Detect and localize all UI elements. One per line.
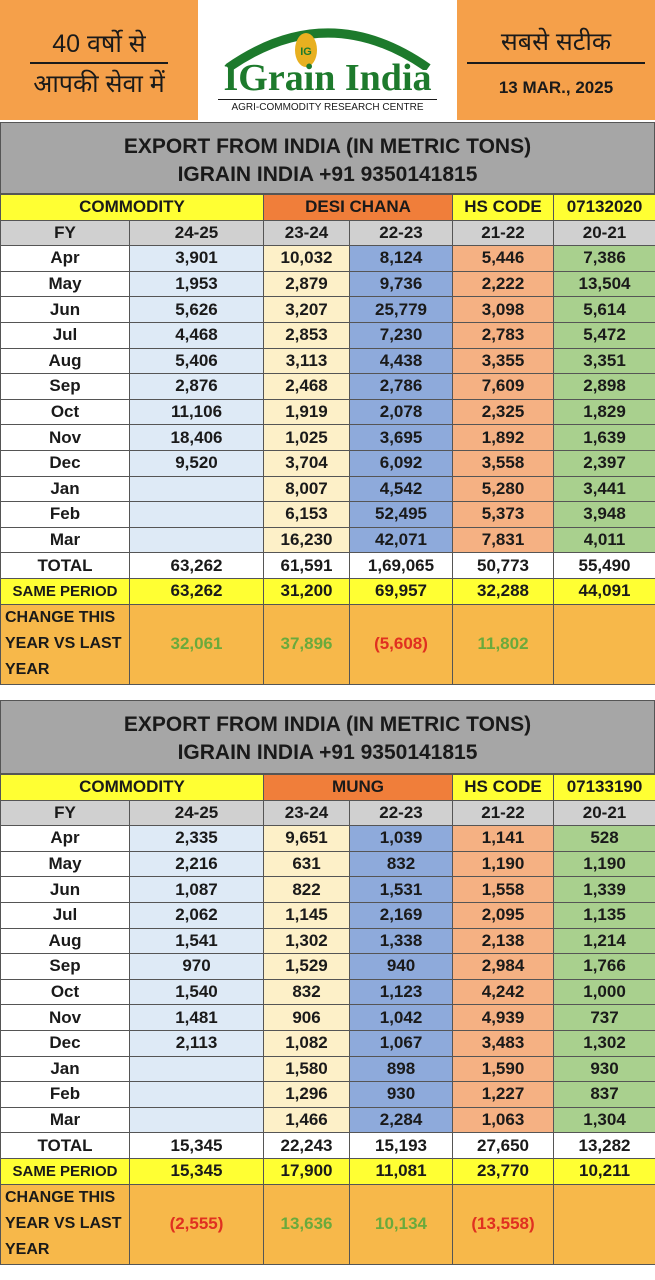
month-row (1, 902, 655, 928)
hs-code-label: HS CODE (453, 195, 554, 221)
month-label: Mar (1, 527, 130, 553)
change-label-line: YEAR VS LAST (5, 1215, 122, 1232)
month-label: Mar (1, 1107, 130, 1133)
month-row (1, 374, 655, 400)
value-cell: 1,190 (554, 851, 655, 877)
value-cell: 1,338 (350, 928, 453, 954)
value-cell: 18,406 (130, 425, 264, 451)
change-cell: 13,636 (264, 1184, 350, 1264)
hs-code-value: 07133190 (554, 775, 655, 801)
value-cell: 42,071 (350, 527, 453, 553)
header-right-panel (457, 0, 655, 120)
value-cell: 832 (350, 851, 453, 877)
value-cell: 1,082 (264, 1030, 350, 1056)
value-cell: 1,296 (264, 1082, 350, 1108)
change-cell: 10,134 (350, 1184, 453, 1264)
value-cell: 940 (350, 954, 453, 980)
month-row (1, 450, 655, 476)
change-label-line: YEAR (5, 1241, 50, 1258)
value-cell: 898 (350, 1056, 453, 1082)
table-title-line1: EXPORT FROM INDIA (IN METRIC TONS) (123, 713, 532, 736)
month-label: Nov (1, 425, 130, 451)
value-cell: 1,892 (453, 425, 554, 451)
value-cell: 5,406 (130, 348, 264, 374)
value-cell: 1,042 (350, 1005, 453, 1031)
same-period-cell: 44,091 (554, 578, 655, 604)
value-cell: 1,481 (130, 1005, 264, 1031)
month-rows (1, 826, 655, 1133)
value-cell: 3,948 (554, 502, 655, 528)
value-cell: 1,540 (130, 979, 264, 1005)
change-row (1, 604, 655, 684)
value-cell: 6,092 (350, 450, 453, 476)
month-row (1, 1056, 655, 1082)
change-cell: (5,608) (350, 604, 453, 684)
total-cell: 50,773 (453, 553, 554, 579)
value-cell: 2,879 (264, 271, 350, 297)
value-cell: 16,230 (264, 527, 350, 553)
value-cell: 2,468 (264, 374, 350, 400)
value-cell: 1,590 (453, 1056, 554, 1082)
value-cell: 837 (554, 1082, 655, 1108)
hs-code-label: HS CODE (453, 775, 554, 801)
month-row (1, 1107, 655, 1133)
same-period-row (1, 1158, 655, 1184)
value-cell: 8,007 (264, 476, 350, 502)
total-label: TOTAL (1, 1133, 130, 1159)
same-period-label: SAME PERIOD (1, 578, 130, 604)
month-label: Jan (1, 476, 130, 502)
value-cell: 2,397 (554, 450, 655, 476)
commodity-label: COMMODITY (1, 195, 264, 221)
value-cell: 4,011 (554, 527, 655, 553)
value-cell (130, 502, 264, 528)
value-cell: 1,919 (264, 399, 350, 425)
value-cell: 5,446 (453, 246, 554, 272)
total-cell: 63,262 (130, 553, 264, 579)
header-banner (0, 0, 655, 120)
header-tagline-accurate: सबसे सटीक (467, 24, 645, 64)
month-row (1, 979, 655, 1005)
export-table-desi-chana (0, 122, 655, 685)
change-cell: 37,896 (264, 604, 350, 684)
value-cell: 1,639 (554, 425, 655, 451)
value-cell: 1,302 (264, 928, 350, 954)
same-period-cell: 15,345 (130, 1158, 264, 1184)
value-cell: 1,953 (130, 271, 264, 297)
month-label: Aug (1, 348, 130, 374)
month-row (1, 399, 655, 425)
value-cell: 3,695 (350, 425, 453, 451)
month-label: Feb (1, 502, 130, 528)
value-cell: 1,063 (453, 1107, 554, 1133)
value-cell (130, 527, 264, 553)
month-row (1, 928, 655, 954)
value-cell: 1,531 (350, 877, 453, 903)
month-label: Aug (1, 928, 130, 954)
year-header: 22-23 (350, 800, 453, 826)
value-cell (130, 476, 264, 502)
value-cell: 930 (350, 1082, 453, 1108)
value-cell: 2,325 (453, 399, 554, 425)
value-cell: 1,541 (130, 928, 264, 954)
value-cell: 1,580 (264, 1056, 350, 1082)
value-cell: 1,141 (453, 826, 554, 852)
value-cell: 1,000 (554, 979, 655, 1005)
value-cell: 3,351 (554, 348, 655, 374)
total-cell: 1,69,065 (350, 553, 453, 579)
data-table (0, 194, 655, 685)
month-label: Nov (1, 1005, 130, 1031)
same-period-cell: 17,900 (264, 1158, 350, 1184)
value-cell: 2,783 (453, 322, 554, 348)
value-cell: 930 (554, 1056, 655, 1082)
value-cell: 2,169 (350, 902, 453, 928)
value-cell: 832 (264, 979, 350, 1005)
value-cell: 1,123 (350, 979, 453, 1005)
month-label: Apr (1, 246, 130, 272)
total-cell: 13,282 (554, 1133, 655, 1159)
same-period-label: SAME PERIOD (1, 1158, 130, 1184)
month-label: Sep (1, 954, 130, 980)
value-cell: 5,373 (453, 502, 554, 528)
total-cell: 15,345 (130, 1133, 264, 1159)
commodity-label: COMMODITY (1, 775, 264, 801)
year-header-row (1, 220, 655, 246)
value-cell: 5,614 (554, 297, 655, 323)
month-label: Sep (1, 374, 130, 400)
month-row (1, 826, 655, 852)
value-cell: 3,558 (453, 450, 554, 476)
value-cell: 7,230 (350, 322, 453, 348)
month-row (1, 425, 655, 451)
change-cell: 32,061 (130, 604, 264, 684)
value-cell: 9,736 (350, 271, 453, 297)
header-tagline-years: 40 वर्षो से (30, 26, 168, 64)
value-cell: 737 (554, 1005, 655, 1031)
value-cell: 1,025 (264, 425, 350, 451)
value-cell: 1,766 (554, 954, 655, 980)
same-period-cell: 63,262 (130, 578, 264, 604)
commodity-name: DESI CHANA (264, 195, 453, 221)
change-label (1, 604, 130, 684)
total-label: TOTAL (1, 553, 130, 579)
value-cell: 822 (264, 877, 350, 903)
change-label (1, 1184, 130, 1264)
same-period-cell: 11,081 (350, 1158, 453, 1184)
month-row (1, 851, 655, 877)
value-cell: 4,542 (350, 476, 453, 502)
value-cell: 3,098 (453, 297, 554, 323)
value-cell: 11,106 (130, 399, 264, 425)
value-cell (130, 1056, 264, 1082)
year-header-row (1, 800, 655, 826)
value-cell: 1,558 (453, 877, 554, 903)
fy-label: FY (1, 220, 130, 246)
value-cell: 4,438 (350, 348, 453, 374)
value-cell: 3,901 (130, 246, 264, 272)
month-label: Dec (1, 450, 130, 476)
value-cell: 2,853 (264, 322, 350, 348)
logo (200, 0, 455, 120)
value-cell: 13,504 (554, 271, 655, 297)
value-cell: 3,207 (264, 297, 350, 323)
value-cell: 25,779 (350, 297, 453, 323)
value-cell: 9,520 (130, 450, 264, 476)
table-title-line1: EXPORT FROM INDIA (IN METRIC TONS) (123, 135, 532, 158)
month-row (1, 527, 655, 553)
total-cell: 61,591 (264, 553, 350, 579)
value-cell (130, 1082, 264, 1108)
value-cell: 2,786 (350, 374, 453, 400)
year-header: 24-25 (130, 800, 264, 826)
table-title-line2: IGRAIN INDIA +91 9350141815 (177, 741, 478, 764)
value-cell: 1,302 (554, 1030, 655, 1056)
month-row (1, 246, 655, 272)
month-label: May (1, 271, 130, 297)
value-cell: 1,227 (453, 1082, 554, 1108)
commodity-name: MUNG (264, 775, 453, 801)
change-cell (554, 604, 655, 684)
logo-text: IGrain India (223, 57, 432, 99)
value-cell: 3,441 (554, 476, 655, 502)
value-cell: 10,032 (264, 246, 350, 272)
month-label: Feb (1, 1082, 130, 1108)
total-cell: 27,650 (453, 1133, 554, 1159)
data-table (0, 774, 655, 1265)
same-period-cell: 23,770 (453, 1158, 554, 1184)
value-cell: 1,466 (264, 1107, 350, 1133)
value-cell: 3,704 (264, 450, 350, 476)
value-cell (130, 1107, 264, 1133)
value-cell: 2,113 (130, 1030, 264, 1056)
total-row (1, 553, 655, 579)
year-header: 20-21 (554, 800, 655, 826)
month-row (1, 954, 655, 980)
month-label: Jul (1, 902, 130, 928)
value-cell: 2,984 (453, 954, 554, 980)
same-period-cell: 10,211 (554, 1158, 655, 1184)
value-cell: 3,355 (453, 348, 554, 374)
month-label: Jun (1, 877, 130, 903)
report-date: 13 MAR., 2025 (498, 78, 614, 97)
value-cell: 2,284 (350, 1107, 453, 1133)
same-period-cell: 69,957 (350, 578, 453, 604)
same-period-cell: 32,288 (453, 578, 554, 604)
value-cell: 1,829 (554, 399, 655, 425)
year-header: 21-22 (453, 220, 554, 246)
export-table-mung (0, 700, 655, 1265)
total-cell: 15,193 (350, 1133, 453, 1159)
value-cell: 3,483 (453, 1030, 554, 1056)
month-label: Jan (1, 1056, 130, 1082)
logo-subtitle: AGRI-COMMODITY RESEARCH CENTRE (218, 99, 437, 113)
value-cell: 4,242 (453, 979, 554, 1005)
value-cell: 2,898 (554, 374, 655, 400)
month-row (1, 877, 655, 903)
year-header: 24-25 (130, 220, 264, 246)
value-cell: 1,339 (554, 877, 655, 903)
commodity-row (1, 195, 655, 221)
hs-code-value: 07132020 (554, 195, 655, 221)
same-period-cell: 31,200 (264, 578, 350, 604)
value-cell: 2,138 (453, 928, 554, 954)
year-header: 20-21 (554, 220, 655, 246)
table-title-line2: IGRAIN INDIA +91 9350141815 (177, 163, 478, 186)
change-label-line: CHANGE THIS (5, 609, 116, 626)
year-header: 23-24 (264, 220, 350, 246)
change-cell: (2,555) (130, 1184, 264, 1264)
change-cell: (13,558) (453, 1184, 554, 1264)
value-cell: 8,124 (350, 246, 453, 272)
change-label-line: CHANGE THIS (5, 1189, 116, 1206)
total-cell: 22,243 (264, 1133, 350, 1159)
change-label-line: YEAR (5, 661, 50, 678)
value-cell: 2,222 (453, 271, 554, 297)
value-cell: 1,214 (554, 928, 655, 954)
value-cell: 4,939 (453, 1005, 554, 1031)
value-cell: 1,529 (264, 954, 350, 980)
value-cell: 3,113 (264, 348, 350, 374)
value-cell: 1,145 (264, 902, 350, 928)
month-label: Apr (1, 826, 130, 852)
year-header: 22-23 (350, 220, 453, 246)
month-label: Oct (1, 399, 130, 425)
same-period-row (1, 578, 655, 604)
year-header: 21-22 (453, 800, 554, 826)
month-row (1, 297, 655, 323)
change-cell: 11,802 (453, 604, 554, 684)
total-row (1, 1133, 655, 1159)
value-cell: 9,651 (264, 826, 350, 852)
month-row (1, 348, 655, 374)
value-cell: 2,335 (130, 826, 264, 852)
commodity-row (1, 775, 655, 801)
fy-label: FY (1, 800, 130, 826)
value-cell: 52,495 (350, 502, 453, 528)
value-cell: 2,216 (130, 851, 264, 877)
table-title (0, 122, 655, 194)
month-label: Dec (1, 1030, 130, 1056)
value-cell: 2,876 (130, 374, 264, 400)
header-left-panel (0, 0, 198, 120)
value-cell: 1,039 (350, 826, 453, 852)
value-cell: 1,190 (453, 851, 554, 877)
value-cell: 1,067 (350, 1030, 453, 1056)
value-cell: 1,135 (554, 902, 655, 928)
value-cell: 4,468 (130, 322, 264, 348)
month-row (1, 1082, 655, 1108)
month-label: Jun (1, 297, 130, 323)
value-cell: 5,472 (554, 322, 655, 348)
value-cell: 2,095 (453, 902, 554, 928)
month-row (1, 271, 655, 297)
value-cell: 7,609 (453, 374, 554, 400)
header-tagline-service: आपकी सेवा में (33, 70, 165, 98)
month-row (1, 1030, 655, 1056)
month-rows (1, 246, 655, 553)
value-cell: 2,078 (350, 399, 453, 425)
value-cell: 5,280 (453, 476, 554, 502)
month-label: Oct (1, 979, 130, 1005)
value-cell: 7,386 (554, 246, 655, 272)
table-title (0, 700, 655, 774)
value-cell: 2,062 (130, 902, 264, 928)
month-row (1, 502, 655, 528)
month-label: Jul (1, 322, 130, 348)
value-cell: 7,831 (453, 527, 554, 553)
value-cell: 970 (130, 954, 264, 980)
value-cell: 906 (264, 1005, 350, 1031)
value-cell: 6,153 (264, 502, 350, 528)
month-row (1, 1005, 655, 1031)
value-cell: 1,087 (130, 877, 264, 903)
month-row (1, 322, 655, 348)
total-cell: 55,490 (554, 553, 655, 579)
year-header: 23-24 (264, 800, 350, 826)
change-row (1, 1184, 655, 1264)
month-label: May (1, 851, 130, 877)
change-cell (554, 1184, 655, 1264)
value-cell: 1,304 (554, 1107, 655, 1133)
value-cell: 5,626 (130, 297, 264, 323)
logo-badge: IG (300, 46, 312, 58)
value-cell: 631 (264, 851, 350, 877)
value-cell: 528 (554, 826, 655, 852)
month-row (1, 476, 655, 502)
change-label-line: YEAR VS LAST (5, 635, 122, 652)
